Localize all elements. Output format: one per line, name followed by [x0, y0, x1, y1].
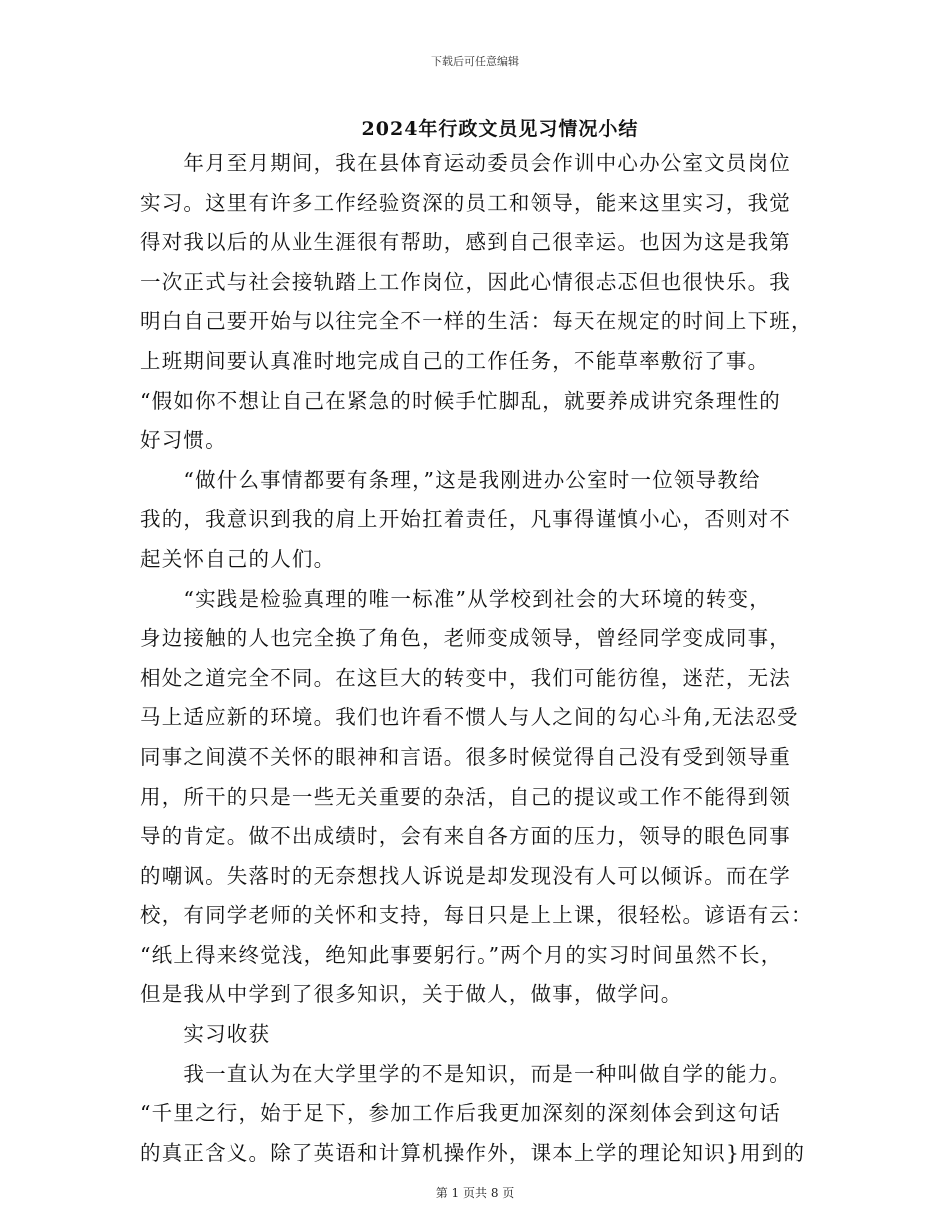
- body-line: “做什么事情都要有条理，”这是我刚进办公室时一位领导教给: [140, 467, 761, 492]
- body-line: 实习。这里有许多工作经验资深的员工和领导，能来这里实习，我觉: [140, 190, 791, 215]
- section-heading: 实习收获: [140, 1022, 271, 1047]
- body-line: “千里之行，始于足下，参加工作后我更加深刻的深刻体会到这句话: [140, 1101, 781, 1126]
- body-line: “纸上得来终觉浅，绝知此事要躬行。”两个月的实习时间虽然不长，: [140, 942, 783, 967]
- body-line: 年月至月期间，我在县体育运动委员会作训中心办公室文员岗位: [140, 151, 791, 175]
- body-line: 好习惯。: [140, 428, 227, 453]
- body-line: 一次正式与社会接轨踏上工作岗位，因此心情很忐忑但也很快乐。我: [140, 269, 791, 294]
- body-line: “假如你不想让自己在紧急的时候手忙脚乱，就要养成讲究条理性的: [140, 388, 781, 413]
- document-title: 2024年行政文员见习情况小结: [361, 118, 639, 140]
- page-number-footer: 第 1 页共 8 页: [435, 1186, 515, 1200]
- body-line: 身边接触的人也完全换了角色，老师变成领导，曾经同学变成同事，: [140, 626, 791, 651]
- body-line: 导的肯定。做不出成绩时，会有来自各方面的压力，领导的眼色同事: [140, 824, 791, 849]
- body-line: 明白自己要开始与以往完全不一样的生活：每天在规定的时间上下班，: [140, 309, 813, 334]
- body-line: 相处之道完全不同。在这巨大的转变中，我们可能彷徨，迷茫，无法: [140, 665, 791, 690]
- body-line: 用，所干的只是一些无关重要的杂活，自己的提议或工作不能得到领: [140, 784, 791, 809]
- body-line: 得对我以后的从业生涯很有帮助，感到自己很幸运。也因为这是我第: [140, 230, 791, 255]
- body-line: 我的，我意识到我的肩上开始扛着责任，凡事得谨慎小心，否则对不: [140, 507, 791, 532]
- body-line: 的嘲讽。失落时的无奈想找人诉说是却发现没有人可以倾诉。而在学: [140, 863, 791, 888]
- body-line: 我一直认为在大学里学的不是知识，而是一种叫做自学的能力。: [140, 1061, 791, 1086]
- document-body: [140, 144, 813, 1173]
- body-line: 的真正含义。除了英语和计算机操作外，课本上学的理论知识}用到的: [140, 1140, 806, 1165]
- body-line: 起关怀自己的人们。: [140, 546, 336, 571]
- body-line: 上班期间要认真准时地完成自己的工作任务，不能草率敷衍了事。: [140, 348, 770, 373]
- body-line: 同事之间漠不关怀的眼神和言语。很多时候觉得自己没有受到领导重: [140, 744, 791, 769]
- body-line: 但是我从中学到了很多知识，关于做人，做事，做学问。: [140, 982, 683, 1007]
- body-line: 马上适应新的环境。我们也许看不惯人与人之间的勾心斗角,无法忍受: [140, 705, 799, 730]
- body-line: 校，有同学老师的关怀和支持，每日只是上上课，很轻松。谚语有云：: [140, 903, 813, 928]
- body-line: “实践是检验真理的唯一标准”从学校到社会的大环境的转变，: [140, 586, 771, 611]
- page-header-note: 下载后可任意编辑: [431, 55, 519, 68]
